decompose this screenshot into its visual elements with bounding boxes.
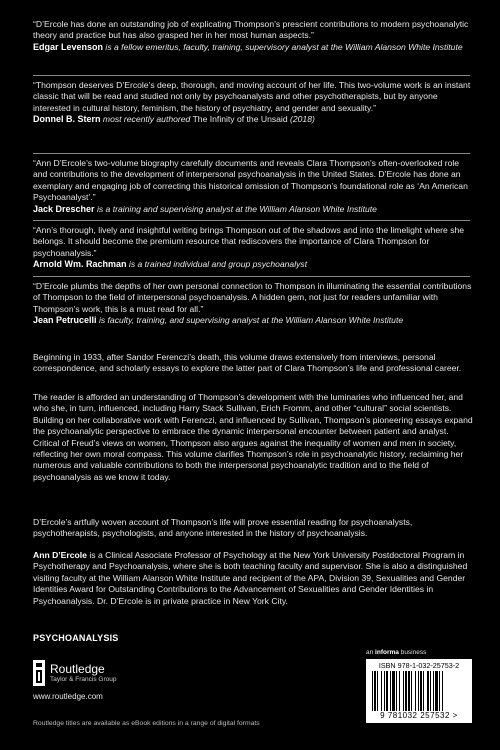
- endorser-desc: most recently authored: [102, 114, 191, 125]
- endorsement-5: [33, 281, 473, 327]
- endorsement-attribution: [33, 259, 473, 270]
- endorsement-attribution: [33, 114, 473, 125]
- author-bio: [33, 550, 473, 607]
- endorsement-attribution: [33, 42, 473, 53]
- endorsement-4: [33, 225, 473, 271]
- subject-category: PSYCHOANALYSIS: [33, 633, 119, 643]
- endorser-name: Jack Drescher: [33, 203, 95, 214]
- endorsement-quote: “D’Ercole has done an outstanding job of explicating Thompson’s prescient contributions to modern psychoanalytic theory and practice but has also grasped her in her most human aspects.”: [33, 19, 469, 41]
- endorser-desc: is faculty, training, and supervising analyst at the William Alanson White Institute: [98, 315, 404, 326]
- endorsement-attribution: [33, 204, 473, 215]
- isbn-label: ISBN 978-1-032-25753-2: [378, 661, 460, 670]
- blurb-paragraph-3: D’Ercole’s artfully woven account of Thompson’s life will prove essential reading for psychoanalysts, psychotherapists, psychologists, and anyone interested in the history of psychoanalysis.: [33, 517, 413, 539]
- ebook-footnote: Routledge titles are available as eBook editions in a range of digital formats: [33, 720, 260, 727]
- endorsement-quote: “Ann’s thorough, lively and insightful writing brings Thompson out of the shadows and into the limelight where she belongs. It should become the premium resource that rediscovers the importance of Clara Thompson for psychoanalysis.”: [33, 225, 465, 258]
- divider: [33, 220, 470, 221]
- publisher-name: Routledge: [50, 661, 105, 676]
- endorser-name: Arnold Wm. Rachman: [33, 259, 127, 270]
- divider: [33, 153, 470, 154]
- book-title: The Infinity of the Unsaid: [192, 114, 288, 125]
- endorser-desc: is a fellow emeritus, faculty, training, supervisory analyst at the William Alanson White Institute: [105, 41, 463, 52]
- book-year: (2018): [290, 114, 315, 125]
- barcode-digits: 9 781032 257532 >: [380, 711, 458, 720]
- publisher-logo: [33, 660, 116, 686]
- publisher-url[interactable]: www.routledge.com: [33, 692, 103, 701]
- blurb-paragraph-1: Beginning in 1933, after Sandor Ferenczi’s death, this volume draws extensively from interviews, personal correspondence, and scholarly essays to explore the latter part of Clara Thompson’s life and professional career.: [33, 352, 462, 374]
- endorser-desc: is a trained individual and group psychoanalyst: [128, 259, 308, 270]
- divider: [33, 276, 470, 277]
- endorser-name: Jean Petrucelli: [33, 315, 97, 326]
- barcode: [366, 659, 472, 723]
- endorser-name: Edgar Levenson: [33, 41, 104, 52]
- routledge-logo-icon: [33, 660, 45, 686]
- endorser-desc: is a training and supervising analyst at the William Alanson White Institute: [96, 203, 377, 214]
- endorser-name: Donnel B. Stern: [33, 114, 101, 125]
- endorsement-quote: “Thompson deserves D’Ercole’s deep, thorough, and moving account of her life. This two-volume work is an instant classic that will be read and studied not only by psychoanalysts and other psychotherapists, but by anyone interested in cultural history, feminism, the history of psychiatry, and gender and sexuality.”: [33, 80, 471, 113]
- endorsement-3: [33, 158, 473, 215]
- barcode-bars: [372, 671, 466, 711]
- informa-tagline: an informa business: [366, 649, 427, 656]
- endorsement-quote: “Ann D’Ercole’s two-volume biography carefully documents and reveals Clara Thompson’s often-overlooked role and contributions to the development of interpersonal psychoanalysis in the United States. D’Ercole has done an exemplary and engaging job of correcting this historical omission of Thompson’s foundational role as ‘An American Psychoanalyst’.”: [33, 158, 468, 203]
- author-name: Ann D’Ercole: [33, 550, 87, 560]
- endorsement-attribution: [33, 315, 473, 326]
- author-bio-text: is a Clinical Associate Professor of Psychology at the New York University Postdoctoral Program in Psychotherapy and Psychoanalysis, where she is both teaching faculty and supervisor. She is also a distinguished visiting faculty at the William Alanson White Institute and recipient of the APA, Division 39, Sexualities and Gender Identities Award for Outstanding Contributions to the Advancement of Sexualities and Gender Identities in Psychoanalysis. Dr. D’Ercole is in private practice in New York City.: [33, 550, 468, 606]
- endorsement-1: [33, 19, 473, 53]
- endorsement-2: [33, 80, 473, 126]
- blurb-paragraph-2: The reader is afforded an understanding of Thompson’s development with the luminaries who influenced her, and who she, in turn, influenced, including Harry Stack Sullivan, Erich Fromm, and other “cultural” social scientists. Building on her collaborative work with Ferenczi, and influenced by Sullivan, Thompson’s pioneering essays expand the psychoanalytic perspective to embrace the dynamic interpersonal encounter between patient and analyst. Critical of Freud’s views on women, Thompson also argues against the inequality of women and men in society, reflecting her own moral compass. This volume clarifies Thompson’s role in psychoanalytic history, reclaiming her numerous and valuable contributions to both the interpersonal psychoanalytic tradition and to the field of psychoanalysis as we know it today.: [33, 392, 473, 482]
- endorsement-quote: “D’Ercole plumbs the depths of her own personal connection to Thompson in illuminating the essential contributions of Thompson to the field of interpersonal psychoanalysis. A hidden gem, not just for readers unfamiliar with Thompson’s work, this is a must read for all.”: [33, 281, 472, 314]
- divider: [33, 75, 470, 76]
- publisher-group: Taylor & Francis Group: [50, 675, 117, 683]
